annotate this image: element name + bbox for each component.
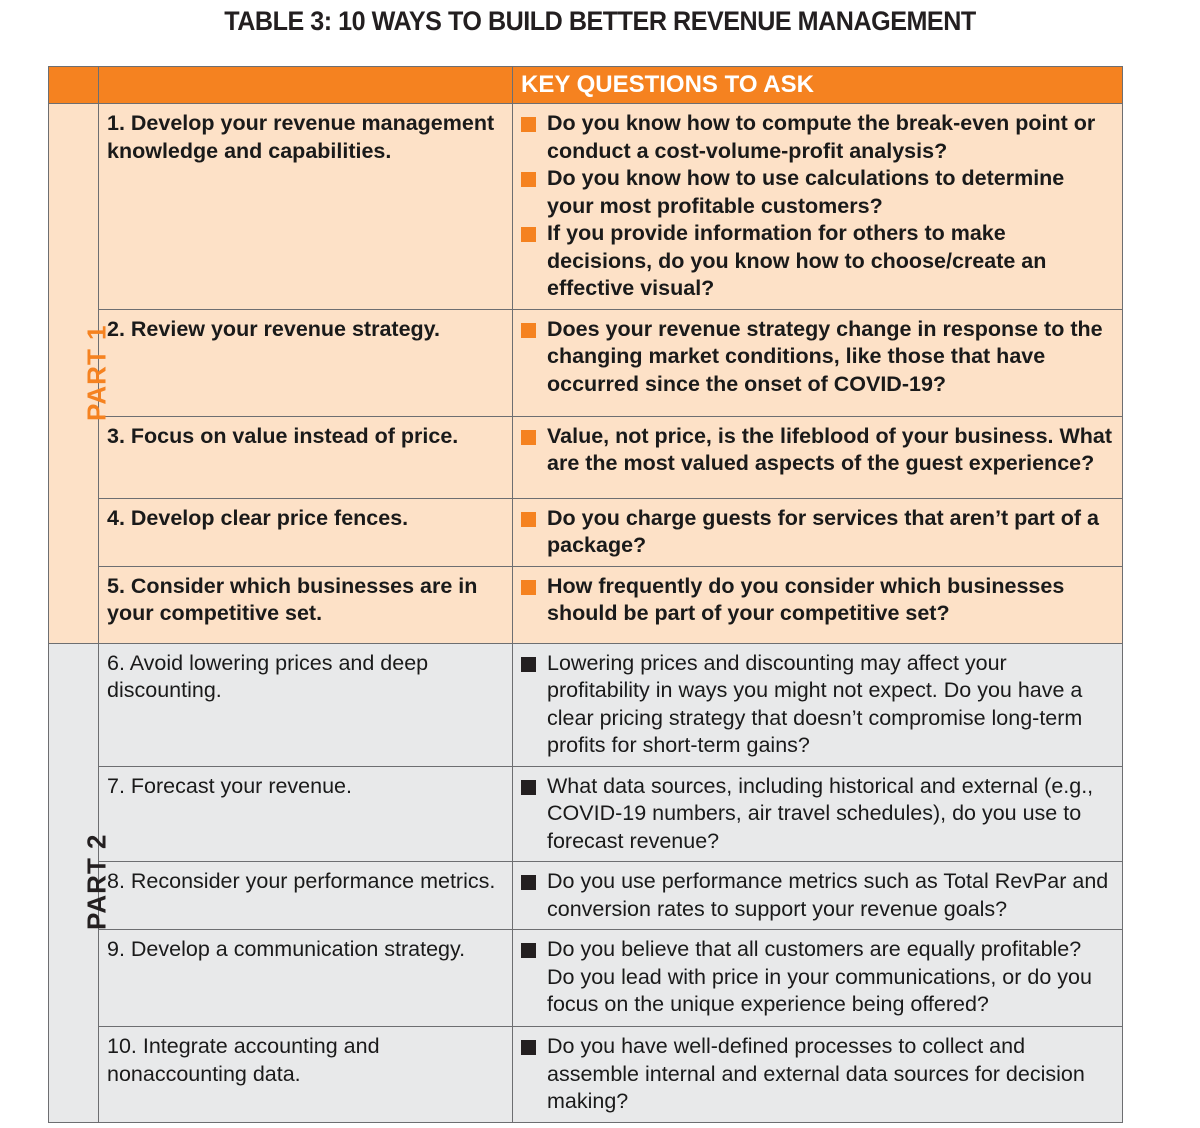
question-item bbox=[521, 1033, 1114, 1116]
revenue-management-table bbox=[48, 66, 1123, 1123]
square-bullet-icon bbox=[521, 1040, 536, 1055]
step-cell: 8. Reconsider your performance metrics. bbox=[99, 862, 513, 930]
part-cell bbox=[49, 643, 112, 1122]
table-row bbox=[49, 498, 1123, 566]
questions-cell bbox=[513, 862, 1123, 930]
question-item bbox=[521, 573, 1114, 628]
step-cell: 1. Develop your revenue management knowledge and capabilities. bbox=[99, 104, 513, 310]
questions-cell bbox=[513, 309, 1123, 416]
step-cell: 2. Review your revenue strategy. bbox=[99, 309, 513, 416]
table-title: TABLE 3: 10 WAYS TO BUILD BETTER REVENUE MANAGEMENT bbox=[224, 6, 976, 36]
table-body bbox=[49, 104, 1123, 1123]
square-bullet-icon bbox=[521, 780, 536, 795]
table-row bbox=[49, 1027, 1123, 1123]
part-cell bbox=[49, 104, 112, 644]
table-row bbox=[49, 104, 1123, 310]
question-text: Do you know how to compute the break-even point or conduct a cost-volume-profit analysis? bbox=[547, 111, 1096, 163]
table-row bbox=[49, 930, 1123, 1027]
table-row bbox=[49, 416, 1123, 498]
questions-cell bbox=[513, 930, 1123, 1027]
questions-cell bbox=[513, 766, 1123, 862]
table-row bbox=[49, 862, 1123, 930]
header-part-cell bbox=[49, 67, 99, 104]
questions-cell bbox=[513, 416, 1123, 498]
question-item bbox=[521, 423, 1114, 478]
question-item bbox=[521, 316, 1114, 399]
step-cell: 5. Consider which businesses are in your competitive set. bbox=[99, 566, 513, 643]
question-text: Do you believe that all customers are equally profitable? Do you lead with price in your communications, or do you focus on the unique experience being offered? bbox=[547, 937, 1092, 1016]
table-row bbox=[49, 766, 1123, 862]
square-bullet-icon bbox=[521, 323, 536, 338]
question-text: Does your revenue strategy change in response to the changing market conditions, like those that have occurred since the onset of COVID-19? bbox=[547, 316, 1103, 396]
question-text: Do you use performance metrics such as Total RevPar and conversion rates to support your revenue goals? bbox=[547, 869, 1109, 921]
question-text: Do you charge guests for services that aren’t part of a package? bbox=[547, 505, 1099, 557]
questions-cell bbox=[513, 498, 1123, 566]
part-label: PART 1 bbox=[81, 323, 112, 421]
header-questions-cell: KEY QUESTIONS TO ASK bbox=[513, 67, 1123, 104]
question-text: Value, not price, is the lifeblood of your business. What are the most valued aspects of the guest experience? bbox=[547, 423, 1113, 475]
square-bullet-icon bbox=[521, 512, 536, 527]
question-item bbox=[521, 773, 1114, 856]
square-bullet-icon bbox=[521, 117, 536, 132]
question-item bbox=[521, 110, 1114, 165]
square-bullet-icon bbox=[521, 430, 536, 445]
question-item bbox=[521, 505, 1114, 560]
questions-cell bbox=[513, 1027, 1123, 1123]
question-text: What data sources, including historical and external (e.g., COVID-19 numbers, air travel schedules), do you use to forecast revenue? bbox=[547, 773, 1094, 853]
question-text: Lowering prices and discounting may affect your profitability in ways you might not expect. Do you have a clear pricing strategy that doesn’t compromise long-term profits for short-term gains? bbox=[547, 650, 1083, 757]
question-item bbox=[521, 650, 1114, 760]
step-cell: 10. Integrate accounting and nonaccounting data. bbox=[99, 1027, 513, 1123]
question-text: Do you have well-defined processes to collect and assemble internal and external data sources for decision making? bbox=[547, 1034, 1085, 1113]
question-text: How frequently do you consider which businesses should be part of your competitive set? bbox=[547, 573, 1065, 625]
step-cell: 3. Focus on value instead of price. bbox=[99, 416, 513, 498]
table-row bbox=[49, 309, 1123, 416]
questions-cell bbox=[513, 566, 1123, 643]
question-text: Do you know how to use calculations to determine your most profitable customers? bbox=[547, 166, 1065, 218]
step-cell: 9. Develop a communication strategy. bbox=[99, 930, 513, 1027]
questions-cell bbox=[513, 643, 1123, 766]
square-bullet-icon bbox=[521, 657, 536, 672]
square-bullet-icon bbox=[521, 172, 536, 187]
question-item bbox=[521, 868, 1114, 923]
step-cell: 4. Develop clear price fences. bbox=[99, 498, 513, 566]
question-item bbox=[521, 165, 1114, 220]
table-header-row bbox=[49, 67, 1123, 104]
question-item bbox=[521, 936, 1114, 1019]
square-bullet-icon bbox=[521, 580, 536, 595]
table-row bbox=[49, 643, 1123, 766]
square-bullet-icon bbox=[521, 875, 536, 890]
square-bullet-icon bbox=[521, 943, 536, 958]
questions-cell bbox=[513, 104, 1123, 310]
step-cell: 7. Forecast your revenue. bbox=[99, 766, 513, 862]
step-cell: 6. Avoid lowering prices and deep discounting. bbox=[99, 643, 513, 766]
part-label: PART 2 bbox=[81, 833, 112, 930]
square-bullet-icon bbox=[521, 227, 536, 242]
question-item bbox=[521, 220, 1114, 303]
question-text: If you provide information for others to make decisions, do you know how to choose/create an effective visual? bbox=[547, 221, 1047, 300]
table-row bbox=[49, 566, 1123, 643]
header-step-cell bbox=[99, 67, 513, 104]
